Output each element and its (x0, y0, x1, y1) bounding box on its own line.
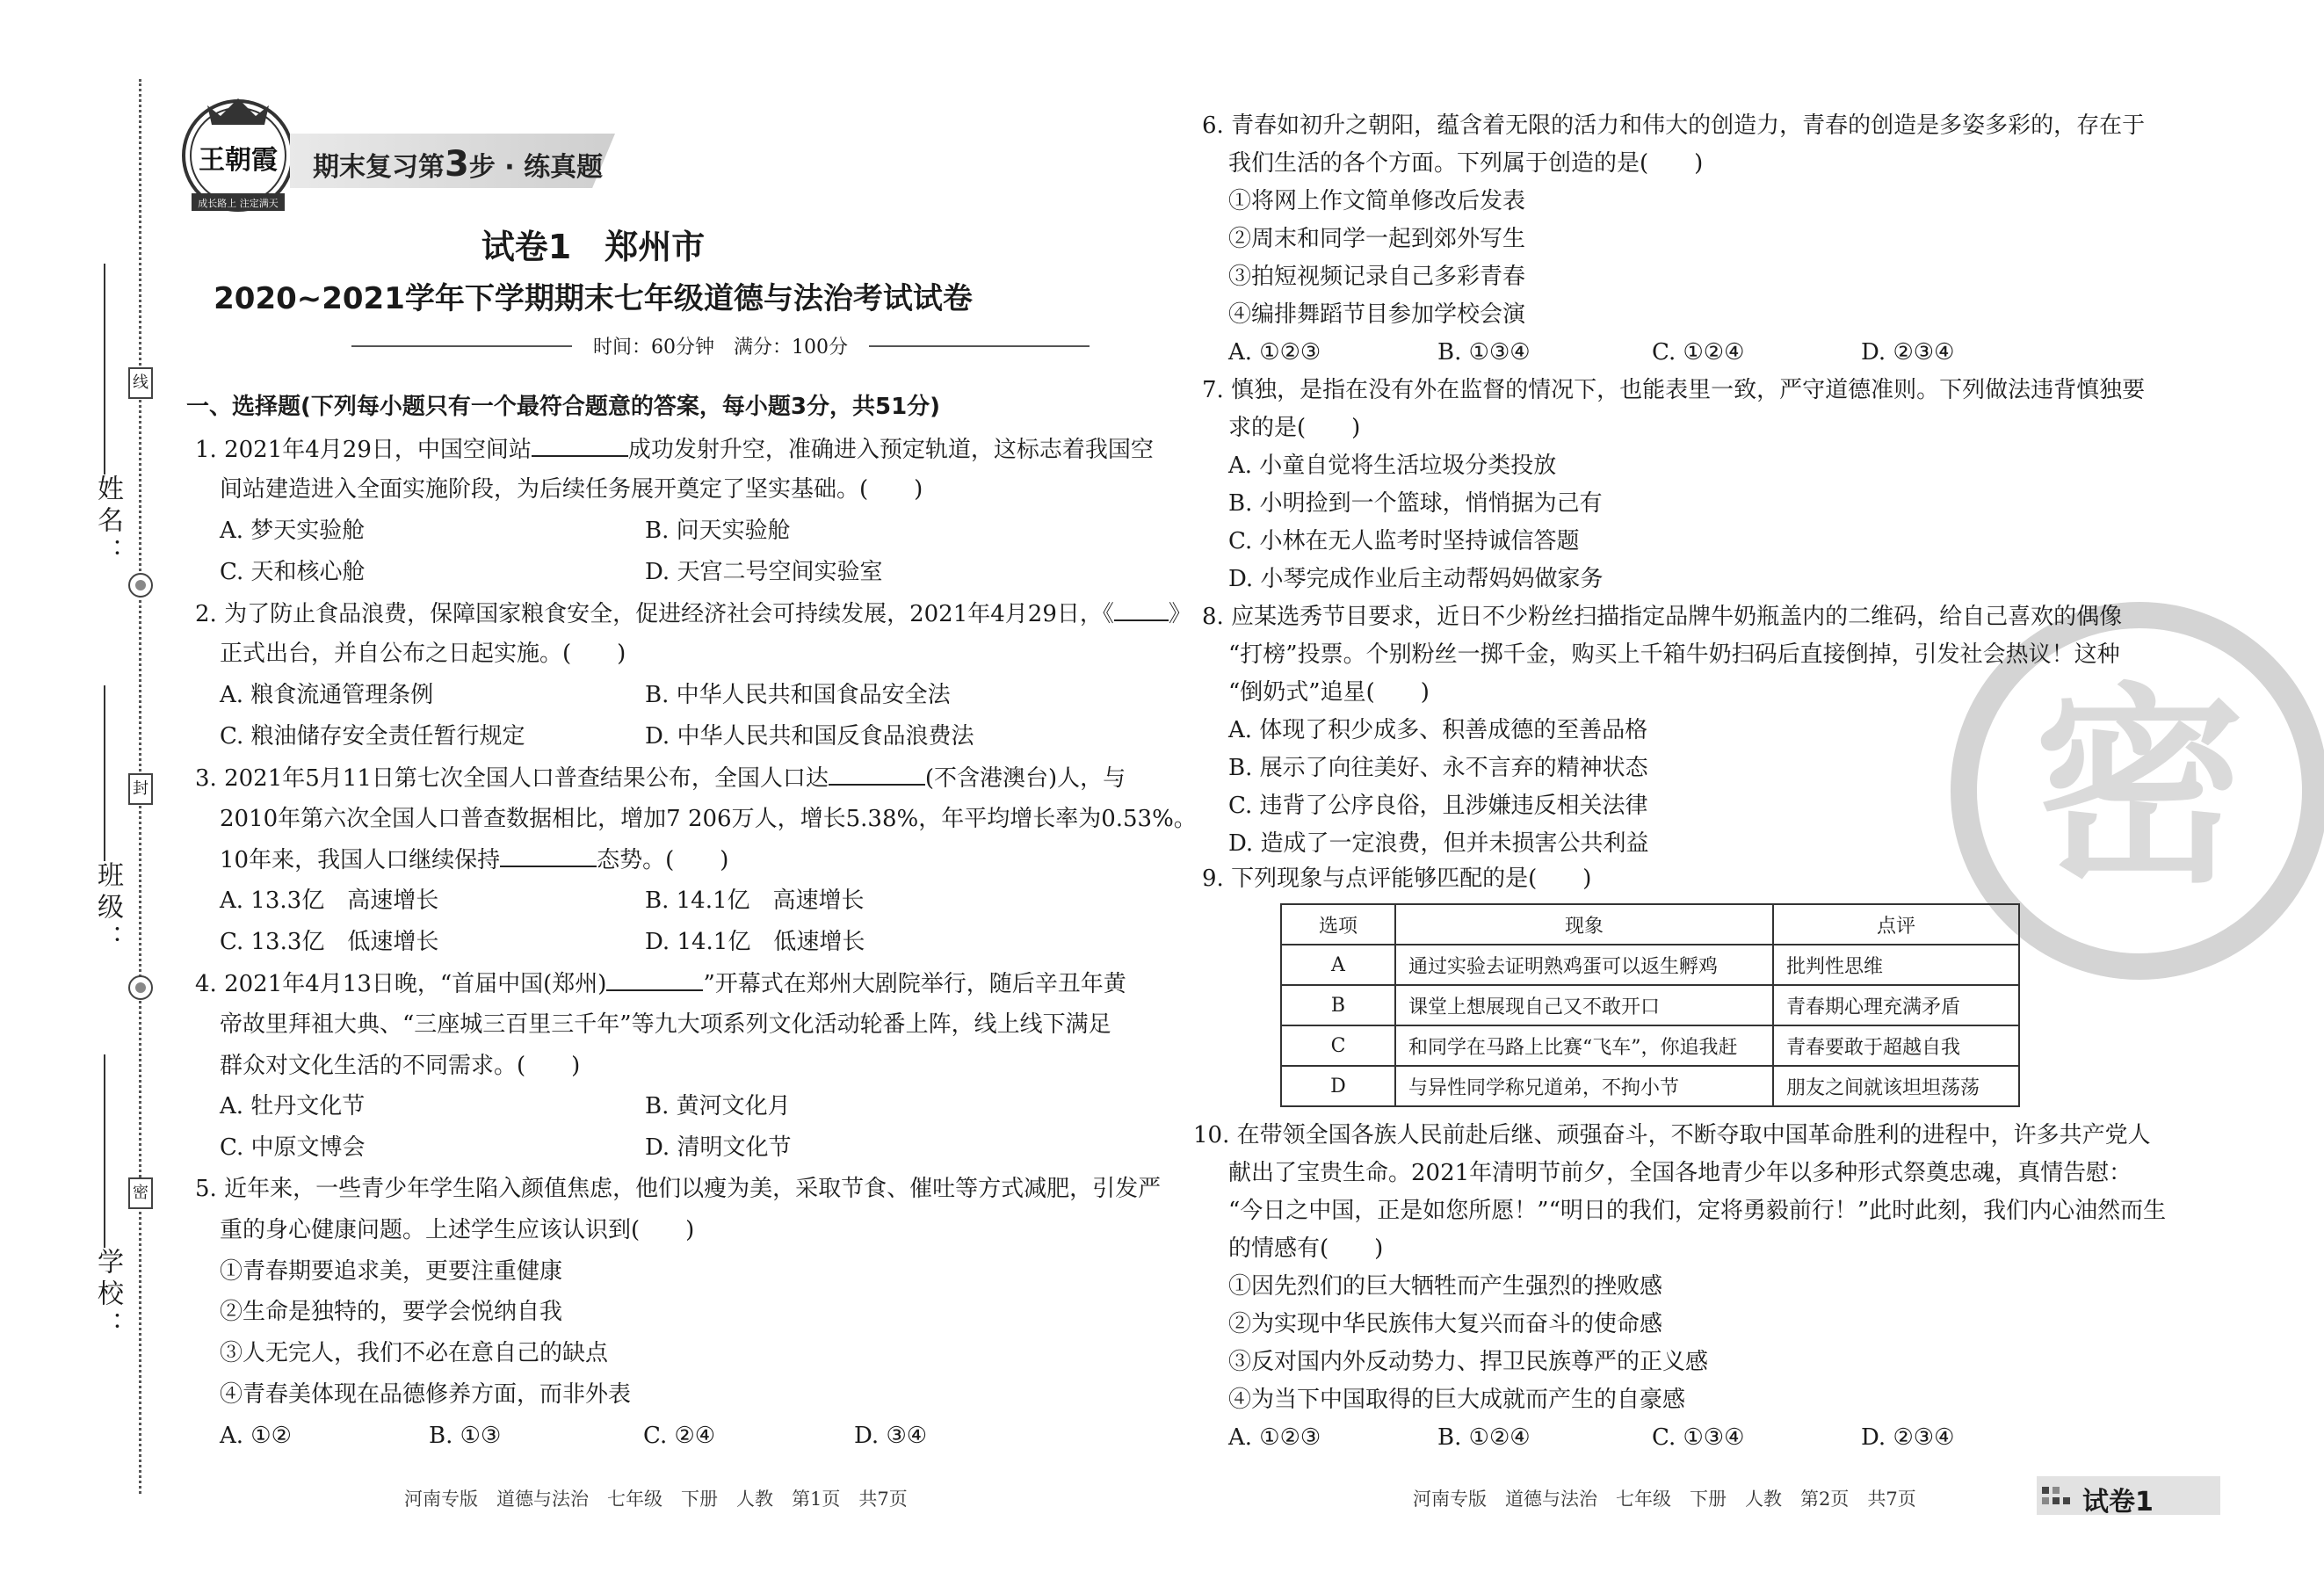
dots-icon (2040, 1485, 2072, 1508)
q10-statement-3: ③反对国内外反动势力、捍卫民族尊严的正义感 (1228, 1349, 1709, 1375)
q8-option-b: B. 展示了向往美好、永不言弃的精神状态 (1228, 755, 1648, 781)
q2-option-b: B. 中华人民共和国食品安全法 (645, 682, 951, 708)
q4-line1: 4. 2021年4月13日晚，“首届中国(郑州) ”开幕式在郑州大剧院举行，随后辛丑年黄 (195, 968, 1126, 999)
q10-statement-2: ②为实现中华民族伟大复兴而奋斗的使命感 (1228, 1311, 1663, 1337)
q10-statement-1: ①因先烈们的巨大牺牲而产生强烈的挫败感 (1228, 1273, 1663, 1300)
q3-blank1 (829, 763, 925, 786)
q4-blank (606, 968, 703, 991)
q10-line1: 10. 在带领全国各族人民前赴后继、顽强奋斗，不断夺取中国革命胜利的进程中，许多共产党人 (1193, 1122, 2151, 1148)
table-header: 点评 (1773, 904, 2019, 945)
q10-line2: 献出了宝贵生命。2021年清明节前夕，全国各地青少年以多种形式祭奠忠魂，真情告慰： (1228, 1160, 2132, 1186)
q3-line1: 3. 2021年5月11日第七次全国人口普查结果公布，全国人口达 (不含港澳台)人，与 (195, 763, 1126, 793)
q10-line3: “今日之中国，正是如您所愿！”“明日的我们，定将勇毅前行！”此时此刻，我们内心油然而生 (1228, 1198, 2167, 1224)
q8-option-a: A. 体现了积少成多、积善成德的至善品格 (1228, 717, 1648, 743)
q6-statement-4: ④编排舞蹈节目参加学校会演 (1228, 301, 1526, 328)
q8-line2: “打榜”投票。个别粉丝一掷千金，购买上千箱牛奶扫码后直接倒掉，引发社会热议！这种 (1228, 641, 2120, 668)
table-row (1281, 1025, 2019, 1066)
table-cell: 青春要敢于超越自我 (1773, 1025, 2019, 1066)
q8-option-c: C. 违背了公序良俗，且涉嫌违反相关法律 (1228, 793, 1648, 819)
table-cell: C (1281, 1025, 1395, 1066)
school-label: 学校： (92, 1248, 123, 1343)
q3-option-a: A. 13.3亿 高速增长 (220, 887, 439, 914)
q5-statement-1: ①青春期要追求美，更要注重健康 (220, 1258, 563, 1285)
binding-hole-top (128, 573, 153, 598)
q3-option-c: C. 13.3亿 低速增长 (220, 929, 439, 955)
q2-option-a: A. 粮食流通管理条例 (220, 682, 434, 708)
q3-line2: 2010年第六次全国人口普查数据相比，增加7 206万人，增长5.38%，年平均增长率为0.53%。 (220, 806, 1197, 832)
q7-option-c: C. 小林在无人监考时坚持诚信答题 (1228, 528, 1580, 554)
q5-option-d: D. ③④ (854, 1423, 928, 1449)
q2-option-d: D. 中华人民共和国反食品浪费法 (645, 723, 974, 750)
q4-option-a: A. 牡丹文化节 (220, 1093, 366, 1119)
q1-option-c: C. 天和核心舱 (220, 559, 366, 585)
table-cell: 课堂上想展现自己又不敢开口 (1395, 985, 1773, 1025)
q5-line2: 重的身心健康问题。上述学生应该认识到( ) (220, 1217, 695, 1243)
table-cell: 与异性同学称兄道弟，不拘小节 (1395, 1066, 1773, 1106)
q10-option-c: C. ①③④ (1652, 1424, 1745, 1451)
q6-line1: 6. 青春如初升之朝阳，蕴含着无限的活力和伟大的创造力，青春的创造是多姿多彩的，存在于 (1202, 112, 2146, 139)
q7-line2: 求的是( ) (1228, 415, 1361, 441)
q7-option-d: D. 小琴完成作业后主动帮妈妈做家务 (1228, 566, 1604, 592)
name-label: 姓名： (92, 474, 123, 569)
q6-statement-2: ②周末和同学一起到郊外写生 (1228, 226, 1526, 252)
class-field[interactable] (104, 685, 105, 861)
cut-mark-line: 线 (128, 367, 153, 399)
table-cell: 通过实验去证明熟鸡蛋可以返生孵鸡 (1395, 945, 1773, 985)
brand-logo (172, 90, 304, 221)
q10-option-b: B. ①②④ (1437, 1424, 1531, 1451)
q10-line4: 的情感有( ) (1228, 1235, 1384, 1262)
q1-option-d: D. 天宫二号空间实验室 (645, 559, 883, 585)
q6-option-a: A. ①②③ (1228, 339, 1321, 366)
cut-mark-seal: 封 (128, 773, 153, 805)
q2-option-c: C. 粮油储存安全责任暂行规定 (220, 723, 525, 750)
q1-option-a: A. 梦天实验舱 (220, 518, 366, 544)
q2-line1: 2. 为了防止食品浪费，保障国家粮食安全，促进经济社会可持续发展，2021年4月29日，《 》 (195, 598, 1191, 629)
q9-table (1280, 903, 2020, 1107)
table-cell: 青春期心理充满矛盾 (1773, 985, 2019, 1025)
table-cell: A (1281, 945, 1395, 985)
q10-statement-4: ④为当下中国取得的巨大成就而产生的自豪感 (1228, 1387, 1686, 1413)
q4-line2: 帝故里拜祖大典、“三座城三百里三千年”等九大项系列文化活动轮番上阵，线上线下满足 (220, 1011, 1111, 1038)
section-heading: 一、选择题(下列每小题只有一个最符合题意的答案，每小题3分，共51分) (186, 394, 941, 420)
banner-text: 期末复习第3步 · 练真题 (313, 144, 604, 185)
q5-option-b: B. ①③ (429, 1423, 502, 1449)
paper-tag: 试卷1 (2082, 1487, 2154, 1518)
logo-text: 王朝霞 (199, 145, 278, 176)
time-score-info (351, 332, 1090, 359)
q7-option-b: B. 小明捡到一个篮球，悄悄据为己有 (1228, 490, 1603, 517)
q10-option-d: D. ②③④ (1861, 1424, 1955, 1451)
q8-line3: “倒奶式”追星( ) (1228, 679, 1430, 706)
q8-line1: 8. 应某选秀节目要求，近日不少粉丝扫描指定品牌牛奶瓶盖内的二维码，给自己喜欢的偶像 (1202, 604, 2123, 630)
table-cell: D (1281, 1066, 1395, 1106)
footer-left: 河南专版 道德与法治 七年级 下册 人教 第1页 共7页 (404, 1489, 908, 1510)
q2-line2: 正式出台，并自公布之日起实施。( ) (220, 641, 626, 667)
q7-line1: 7. 慎独，是指在没有外在监督的情况下，也能表里一致，严守道德准则。下列做法违背慎独要 (1202, 377, 2146, 403)
time-text: 时间：60分钟 满分：100分 (593, 337, 848, 359)
q4-option-c: C. 中原文博会 (220, 1134, 366, 1161)
q6-option-c: C. ①②④ (1652, 339, 1745, 366)
q4-option-b: B. 黄河文化月 (645, 1093, 791, 1119)
q5-statement-3: ③人无完人，我们不必在意自己的缺点 (220, 1340, 609, 1366)
q7-option-a: A. 小童自觉将生活垃圾分类投放 (1228, 453, 1557, 479)
table-row (1281, 945, 2019, 985)
class-label: 班级： (92, 861, 123, 956)
footer-right: 河南专版 道德与法治 七年级 下册 人教 第2页 共7页 (1413, 1489, 1916, 1510)
q1-option-b: B. 问天实验舱 (645, 518, 791, 544)
logo-subtext: 成长路上 注定满天 (198, 198, 279, 209)
table-row (1281, 985, 2019, 1025)
table-row (1281, 1066, 2019, 1106)
q3-line3: 10年来，我国人口继续保持 态势。( ) (220, 844, 728, 875)
q5-option-c: C. ②④ (643, 1423, 716, 1449)
table-cell: B (1281, 985, 1395, 1025)
q2-blank (1114, 598, 1169, 621)
q3-blank2 (500, 844, 597, 867)
binding-hole-bottom (128, 975, 153, 1000)
table-header: 选项 (1281, 904, 1395, 945)
table-header: 现象 (1395, 904, 1773, 945)
table-header-row (1281, 904, 2019, 945)
q3-option-d: D. 14.1亿 低速增长 (645, 929, 865, 955)
paper-title: 2020~2021学年下学期期末七年级道德与法治考试试卷 (214, 281, 973, 316)
q8-option-d: D. 造成了一定浪费，但并未损害公共利益 (1228, 830, 1649, 857)
q6-statement-3: ③拍短视频记录自己多彩青春 (1228, 264, 1526, 290)
q3-option-b: B. 14.1亿 高速增长 (645, 887, 865, 914)
table-cell: 朋友之间就该坦坦荡荡 (1773, 1066, 2019, 1106)
paper-number: 试卷1 郑州市 (481, 228, 706, 266)
q9-line1: 9. 下列现象与点评能够匹配的是( ) (1202, 866, 1592, 892)
q6-option-b: B. ①③④ (1437, 339, 1531, 366)
q5-option-a: A. ①② (220, 1423, 292, 1449)
table-cell: 和同学在马路上比赛“飞车”，你追我赶 (1395, 1025, 1773, 1066)
stamp-char: 密 (2033, 665, 2246, 911)
q4-line3: 群众对文化生活的不同需求。( ) (220, 1053, 581, 1079)
q1-line2: 间站建造进入全面实施阶段，为后续任务展开奠定了坚实基础。( ) (220, 476, 923, 503)
q10-option-a: A. ①②③ (1228, 1424, 1321, 1451)
q5-statement-2: ②生命是独特的，要学会悦纳自我 (220, 1299, 563, 1325)
q1-blank (532, 434, 628, 457)
q6-statement-1: ①将网上作文简单修改后发表 (1228, 188, 1526, 214)
q5-statement-4: ④青春美体现在品德修养方面，而非外表 (220, 1381, 632, 1408)
table-cell: 批判性思维 (1773, 945, 2019, 985)
q6-line2: 我们生活的各个方面。下列属于创造的是( ) (1228, 150, 1704, 177)
cut-mark-secret: 密 (128, 1177, 153, 1209)
q5-line1: 5. 近年来，一些青少年学生陷入颜值焦虑，他们以瘦为美，采取节食、催吐等方式减肥，引发严 (195, 1176, 1162, 1202)
q1-line1: 1. 2021年4月29日，中国空间站 成功发射升空，准确进入预定轨道，这标志着我国空 (195, 434, 1154, 465)
q4-option-d: D. 清明文化节 (645, 1134, 792, 1161)
q6-option-d: D. ②③④ (1861, 339, 1955, 366)
school-field[interactable] (104, 1054, 105, 1248)
